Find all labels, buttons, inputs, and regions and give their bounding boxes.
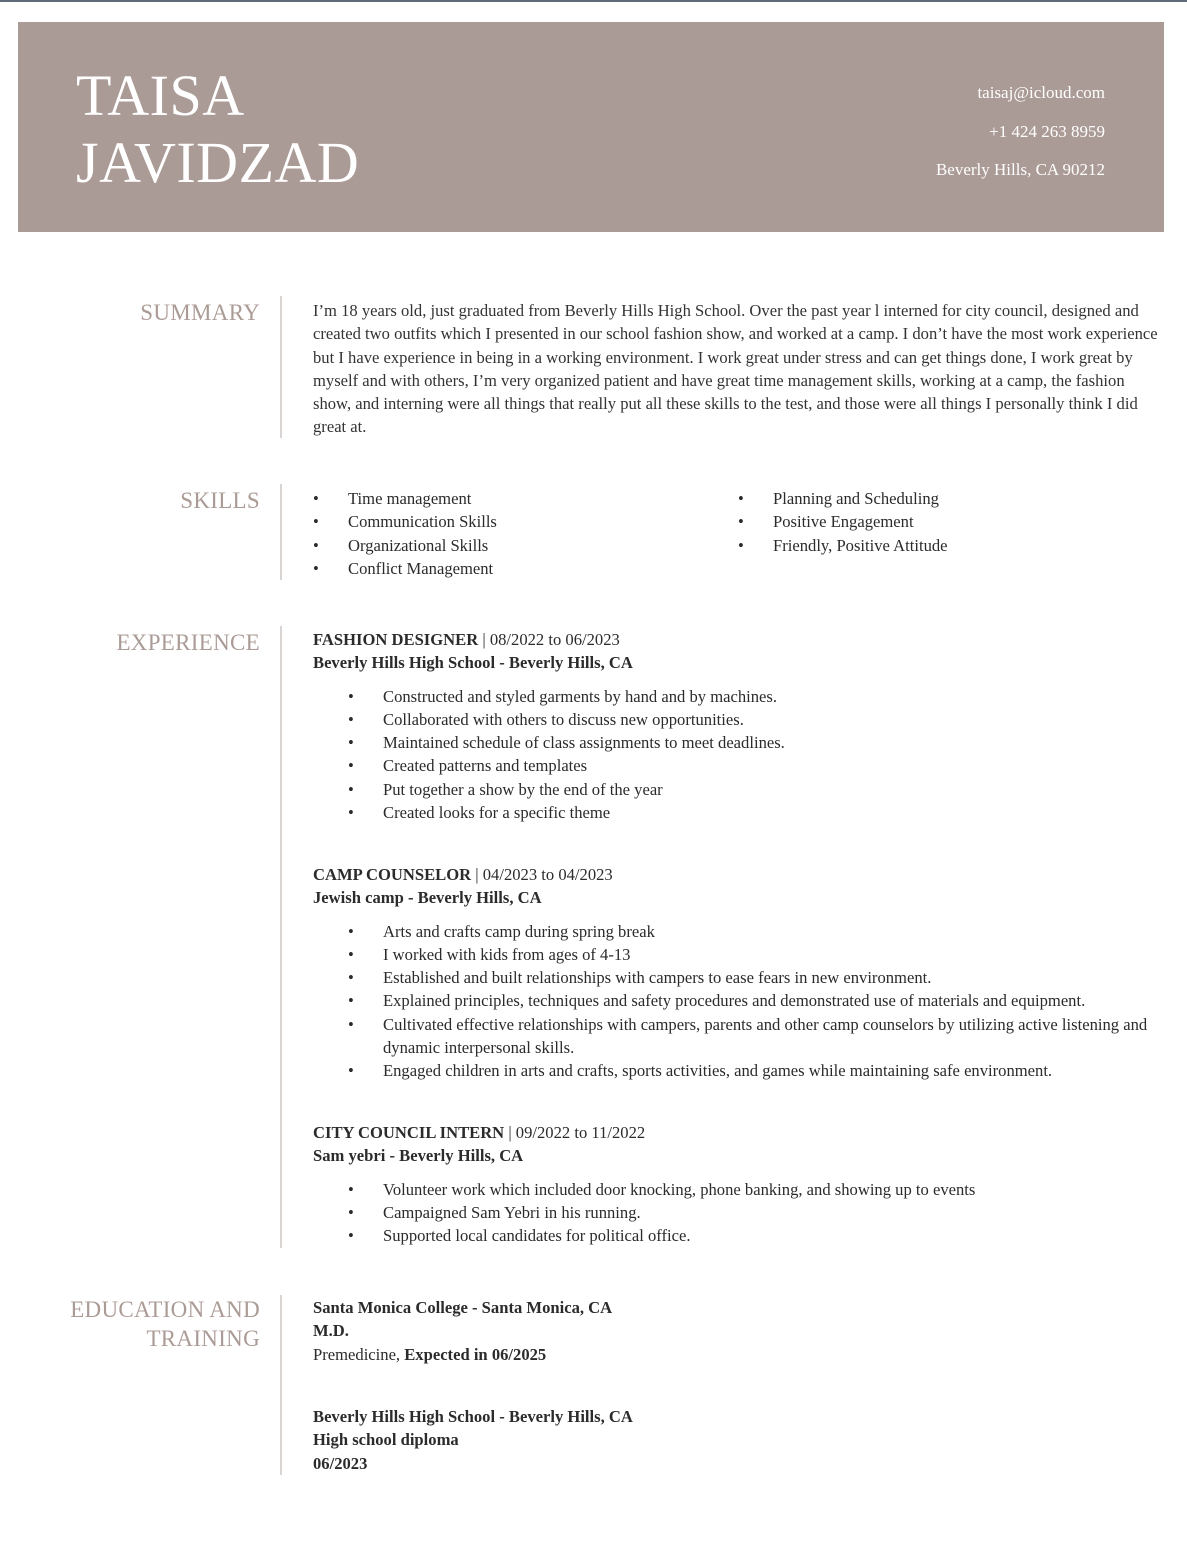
job-organization: Sam yebri - Beverly Hills, CA	[313, 1146, 524, 1166]
job-bullets	[313, 685, 1161, 825]
list-item: • Campaigned Sam Yebri in his running.	[313, 1201, 1161, 1224]
email[interactable]: taisaj@icloud.com	[977, 83, 1105, 102]
first-name: TAISA	[76, 63, 245, 128]
skills-body	[313, 487, 1161, 581]
job-dates: | 09/2022 to 11/2022	[504, 1123, 646, 1142]
graduation-date: Expected in 06/2025	[404, 1344, 547, 1364]
list-item: • Created patterns and templates	[313, 754, 1161, 777]
job-dates: | 08/2022 to 06/2023	[478, 630, 620, 649]
section-divider	[280, 1295, 282, 1475]
experience-body	[313, 628, 1161, 1248]
job-dates: | 04/2023 to 04/2023	[471, 865, 613, 884]
experience-heading: EXPERIENCE	[116, 630, 260, 655]
section-divider	[280, 626, 282, 1248]
job-organization: Beverly Hills High School - Beverly Hills, CA	[313, 653, 633, 673]
phone[interactable]: +1 424 263 8959	[989, 121, 1105, 141]
list-item: • Created looks for a specific theme	[313, 801, 1161, 824]
job-header	[313, 628, 1161, 651]
skill-item: • Positive Engagement	[738, 510, 948, 533]
summary-heading: SUMMARY	[140, 300, 260, 325]
list-item: • Volunteer work which included door knocking, phone banking, and showing up to events	[313, 1178, 1161, 1201]
list-item: • Put together a show by the end of the year	[313, 778, 1161, 801]
field-of-study: Premedicine,	[313, 1344, 405, 1364]
skills-list-right	[738, 487, 948, 557]
list-item: • Constructed and styled garments by hand and by machines.	[313, 685, 1161, 708]
job-title: FASHION DESIGNER	[313, 630, 479, 649]
skill-item: • Friendly, Positive Attitude	[738, 534, 948, 557]
job-title: CITY COUNCIL INTERN	[313, 1123, 505, 1142]
skill-item: • Communication Skills	[313, 510, 497, 533]
field-and-date	[313, 1343, 1161, 1366]
skills-heading: SKILLS	[180, 488, 260, 513]
skill-item: • Time management	[313, 487, 497, 510]
job-bullets	[313, 920, 1161, 1083]
list-item: • Cultivated effective relationships with campers, parents and other camp counselors by utilizing active listening and dynamic interpersonal skills.	[313, 1013, 1161, 1060]
resume-header	[18, 22, 1164, 232]
education-heading-line: TRAINING	[146, 1326, 260, 1351]
skill-item: • Planning and Scheduling	[738, 487, 948, 510]
summary-text: I’m 18 years old, just graduated from Beverly Hills High School. Over the past year l interned for city council, designed and created two outfits which I presented in our school fashion show, and worked at a camp. I don’t have the most work experience but I have experience in being in a working environment. I work great under stress and can get things done, I work great by myself and with others, I’m very organized patient and have great time management skills, working at a camp, the fashion show, and interning were all things that really put all these skills to the test, and those were all things I personally think I did great at.	[313, 301, 1158, 437]
section-divider	[280, 484, 282, 580]
job-header	[313, 1121, 1161, 1144]
list-item: • Engaged children in arts and crafts, sports activities, and games while maintaining safe environment.	[313, 1059, 1161, 1082]
list-item: • Explained principles, techniques and safety procedures and demonstrated use of materials and equipment.	[313, 989, 1161, 1012]
contact-info	[936, 74, 1105, 190]
list-item: • Arts and crafts camp during spring break	[313, 920, 1161, 943]
education-entry	[313, 1296, 1161, 1366]
location: Beverly Hills, CA 90212	[935, 160, 1105, 179]
top-rule	[0, 0, 1187, 2]
job-entry	[313, 863, 1161, 1083]
job-entry	[313, 628, 1161, 824]
job-entry	[313, 1121, 1161, 1247]
education-body	[313, 1296, 1161, 1476]
school-name: Beverly Hills High School - Beverly Hills, CA	[313, 1407, 633, 1426]
list-item: • Maintained schedule of class assignments to meet deadlines.	[313, 731, 1161, 754]
degree: M.D.	[313, 1321, 349, 1341]
skills-list-left	[313, 487, 497, 580]
skill-item: • Organizational Skills	[313, 534, 497, 557]
education-heading-line: EDUCATION AND	[70, 1297, 260, 1322]
job-title: CAMP COUNSELOR	[313, 865, 472, 884]
list-item: • Collaborated with others to discuss new opportunities.	[313, 708, 1161, 731]
degree: High school diploma	[313, 1430, 459, 1450]
job-organization: Jewish camp - Beverly Hills, CA	[313, 888, 542, 908]
skill-item: • Conflict Management	[313, 557, 497, 580]
school-name: Santa Monica College - Santa Monica, CA	[313, 1298, 613, 1317]
list-item: • Supported local candidates for political office.	[313, 1224, 1161, 1247]
section-divider	[280, 296, 282, 438]
candidate-name	[76, 62, 359, 196]
list-item: • Established and built relationships with campers to ease fears in new environment.	[313, 966, 1161, 989]
education-entry	[313, 1405, 1161, 1475]
graduation-date: 06/2023	[313, 1453, 368, 1473]
list-item: • I worked with kids from ages of 4-13	[313, 943, 1161, 966]
last-name: JAVIDZAD	[76, 130, 360, 195]
job-bullets	[313, 1178, 1161, 1248]
job-header	[313, 863, 1161, 886]
education-heading	[30, 1295, 260, 1353]
